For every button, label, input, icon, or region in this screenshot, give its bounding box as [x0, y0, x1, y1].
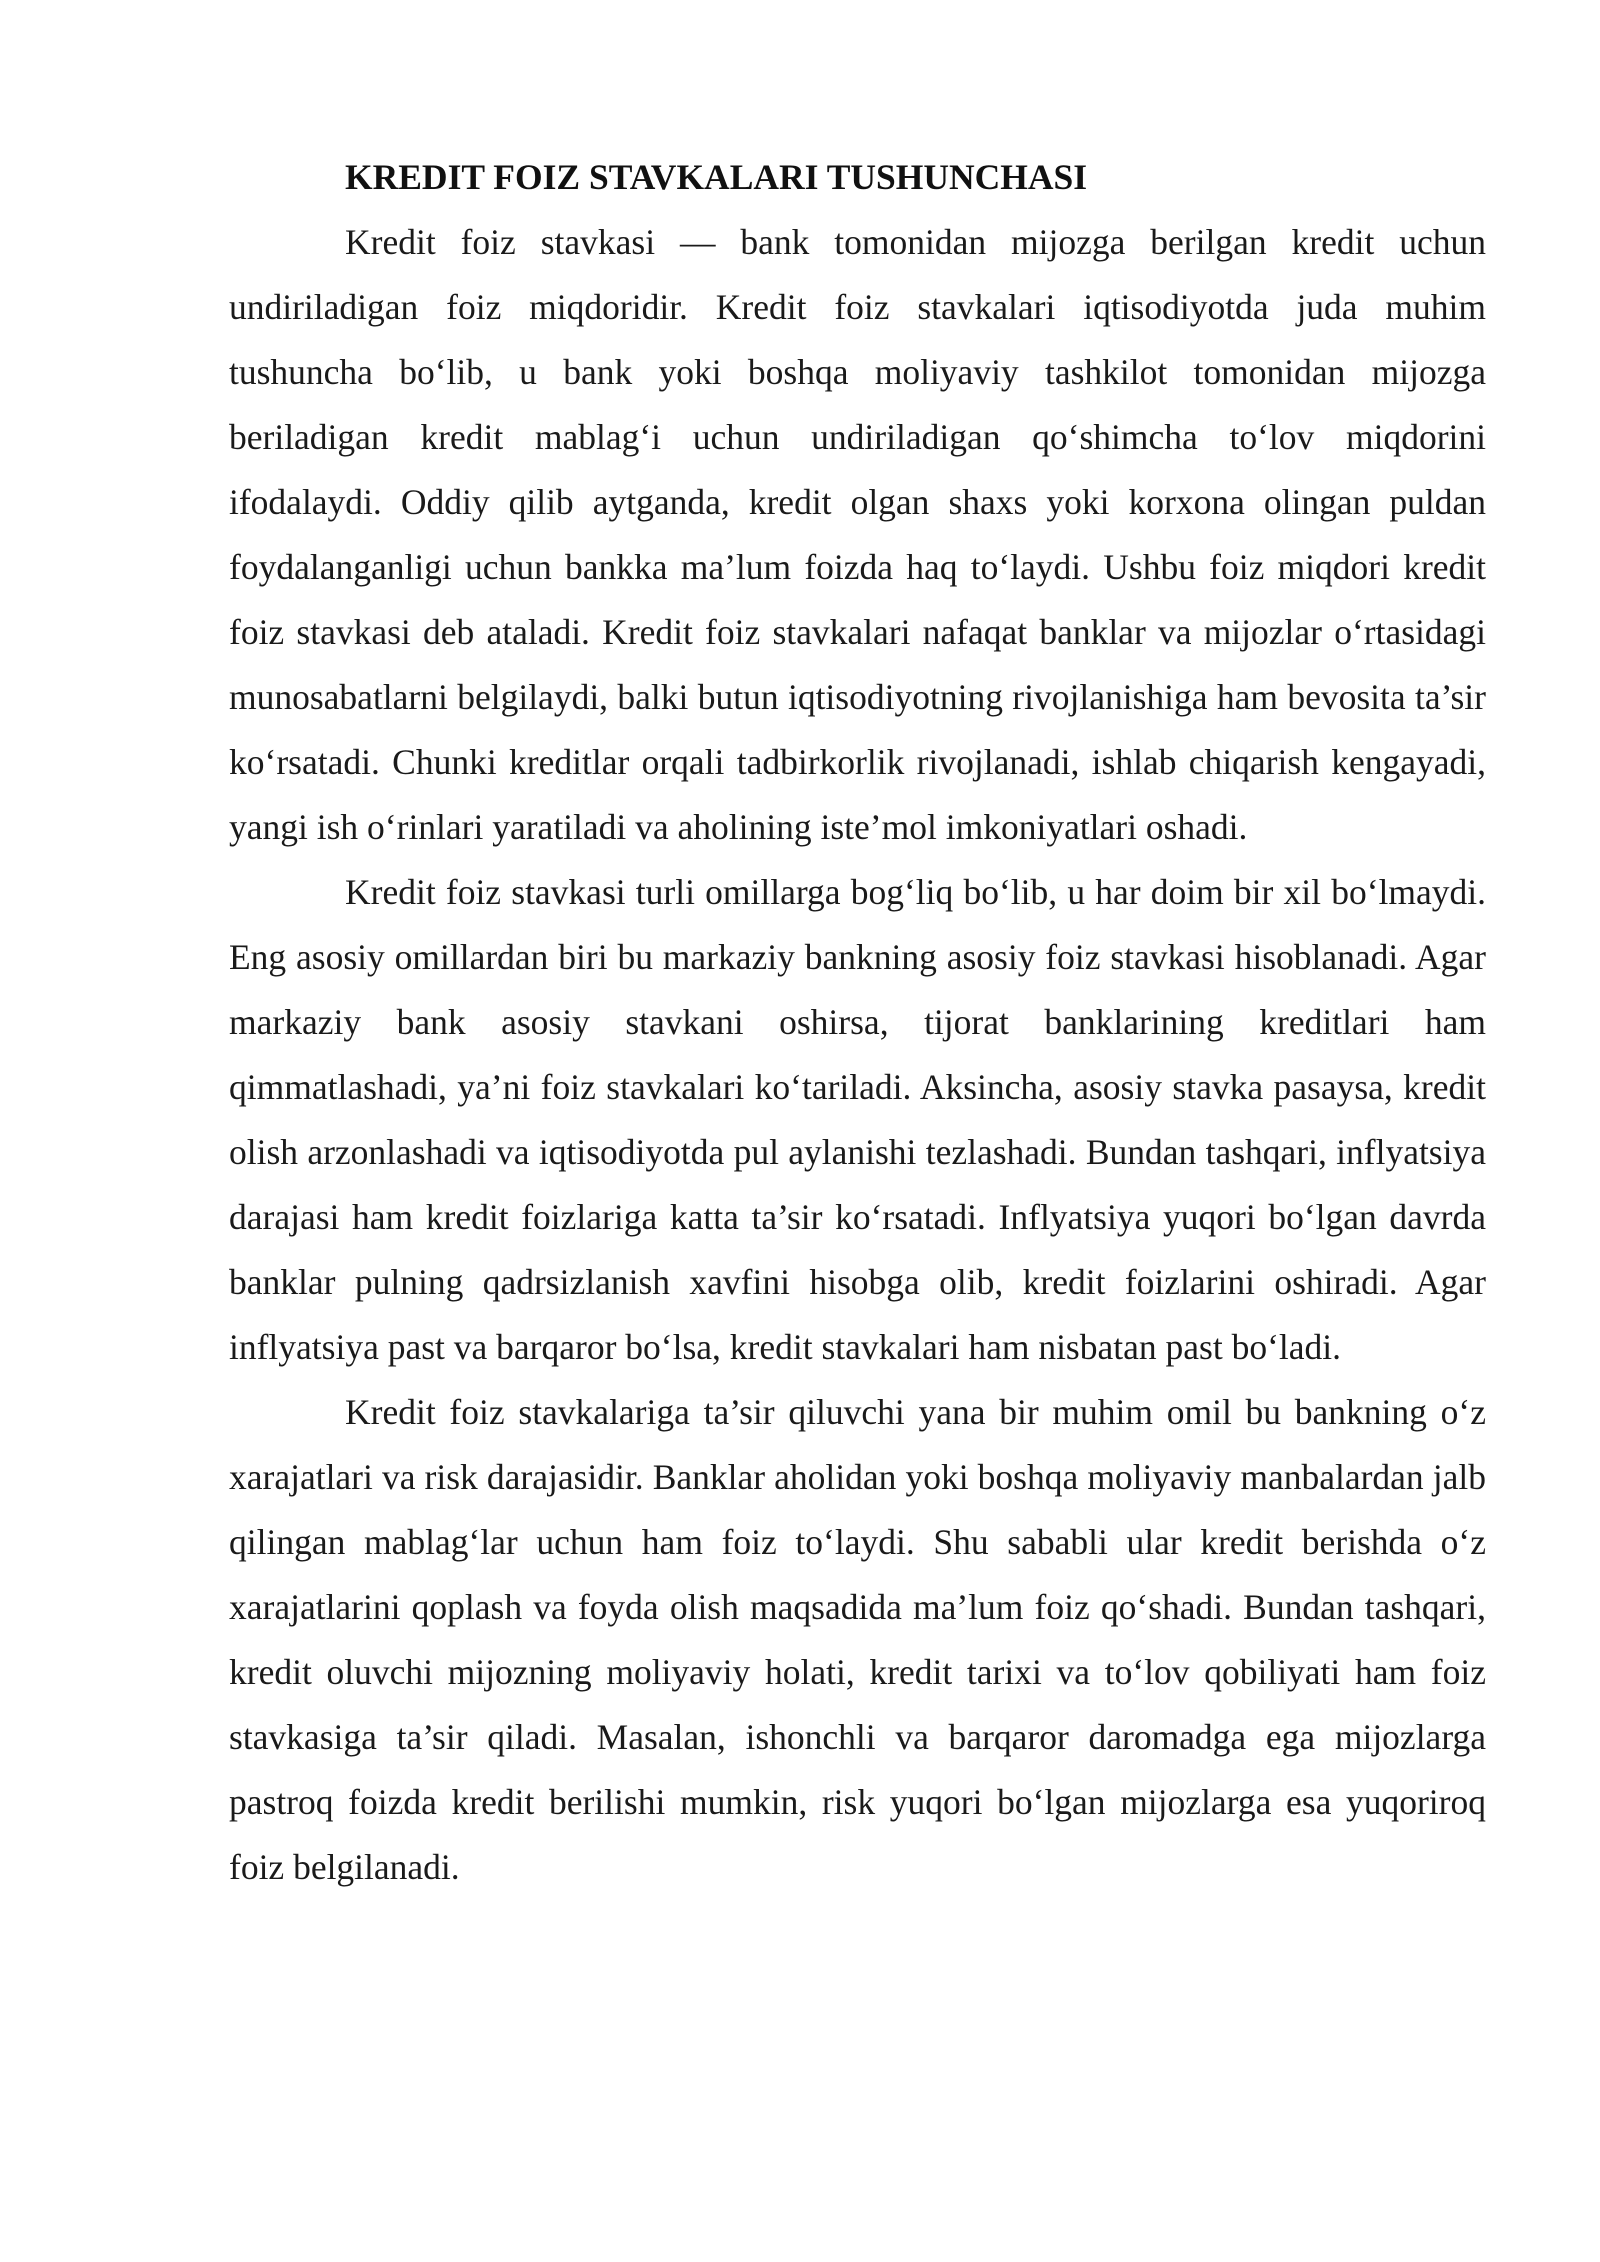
paragraph-3: Kredit foiz stavkalariga ta’sir qiluvchi yana bir muhim omil bu bankning o‘z xarajatlari va risk darajasidir. Banklar aholidan yoki boshqa moliyaviy manbalardan jalb qilingan mablag‘lar uchun ham foiz to‘laydi. Shu sababli ular kredit berishda o‘z xarajatlarini qoplash va foyda olish maqsadida ma’lum foiz qo‘shadi. Bundan tashqari, kredit oluvchi mijozning moliyaviy holati, kredit tarixi va to‘lov qobiliyati ham foiz stavkasiga ta’sir qiladi. Masalan, ishonchli va barqaror daromadga ega mijozlarga pastroq foizda kredit berilishi mumkin, risk yuqori bo‘lgan mijozlarga esa yuqoriroq foiz belgilanadi. [229, 1392, 1486, 1887]
document-body [229, 145, 1486, 1900]
paragraph-1: Kredit foiz stavkasi — bank tomonidan mijozga berilgan kredit uchun undiriladigan foiz miqdoridir. Kredit foiz stavkalari iqtisodiyotda juda muhim tushuncha bo‘lib, u bank yoki boshqa moliyaviy tashkilot tomonidan mijozga beriladigan kredit mablag‘i uchun undiriladigan qo‘shimcha to‘lov miqdorini ifodalaydi. Oddiy qilib aytganda, kredit olgan shaxs yoki korxona olingan puldan foydalanganligi uchun bankka ma’lum foizda haq to‘laydi. Ushbu foiz miqdori kredit foiz stavkasi deb ataladi. Kredit foiz stavkalari nafaqat banklar va mijozlar o‘rtasidagi munosabatlarni belgilaydi, balki butun iqtisodiyotning rivojlanishiga ham bevosita ta’sir ko‘rsatadi. Chunki kreditlar orqali tadbirkorlik rivojlanadi, ishlab chiqarish kengayadi, yangi ish o‘rinlari yaratiladi va aholining iste’mol imkoniyatlari oshadi. [229, 222, 1486, 847]
document-title: KREDIT FOIZ STAVKALARI TUSHUNCHASI [345, 157, 1088, 197]
paragraph-2: Kredit foiz stavkasi turli omillarga bog‘liq bo‘lib, u har doim bir xil bo‘lmaydi. Eng asosiy omillardan biri bu markaziy bankning asosiy foiz stavkasi hisoblanadi. Agar markaziy bank asosiy stavkani oshirsa, tijorat banklarining kreditlari ham qimmatlashadi, ya’ni foiz stavkalari ko‘tariladi. Aksincha, asosiy stavka pasaysa, kredit olish arzonlashadi va iqtisodiyotda pul aylanishi tezlashadi. Bundan tashqari, inflyatsiya darajasi ham kredit foizlariga katta ta’sir ko‘rsatadi. Inflyatsiya yuqori bo‘lgan davrda banklar pulning qadrsizlanish xavfini hisobga olib, kredit foizlarini oshiradi. Agar inflyatsiya past va barqaror bo‘lsa, kredit stavkalari ham nisbatan past bo‘ladi. [229, 872, 1486, 1367]
